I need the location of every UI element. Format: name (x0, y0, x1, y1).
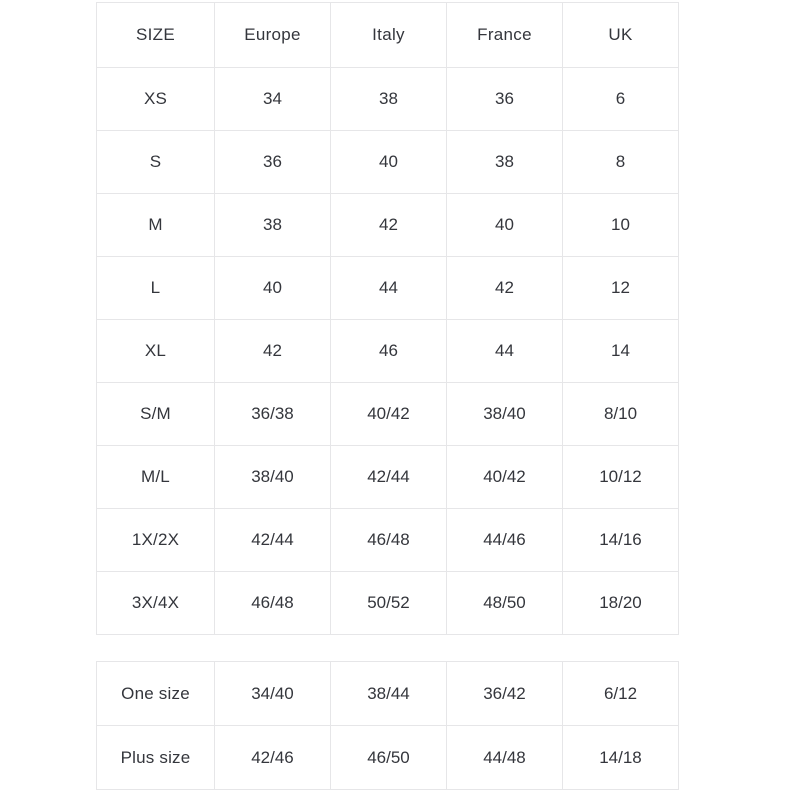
cell-europe: 40 (215, 257, 331, 320)
cell-france: 36 (447, 68, 563, 131)
cell-france: 44/48 (447, 726, 563, 790)
cell-italy: 42 (331, 194, 447, 257)
cell-uk: 8 (563, 131, 679, 194)
cell-italy: 44 (331, 257, 447, 320)
cell-italy: 46/48 (331, 509, 447, 572)
cell-france: 42 (447, 257, 563, 320)
cell-europe: 38 (215, 194, 331, 257)
cell-europe: 36/38 (215, 383, 331, 446)
table-row (97, 320, 679, 383)
cell-france: 38 (447, 131, 563, 194)
table-row (97, 68, 679, 131)
cell-italy: 50/52 (331, 572, 447, 635)
cell-europe: 42/44 (215, 509, 331, 572)
table-row (97, 131, 679, 194)
cell-europe: 36 (215, 131, 331, 194)
cell-italy: 42/44 (331, 446, 447, 509)
table-row (97, 662, 679, 726)
cell-france: 36/42 (447, 662, 563, 726)
cell-europe: 42/46 (215, 726, 331, 790)
table-row (97, 257, 679, 320)
cell-italy: 38 (331, 68, 447, 131)
cell-europe: 38/40 (215, 446, 331, 509)
cell-italy: 40/42 (331, 383, 447, 446)
column-header-europe: Europe (215, 3, 331, 68)
cell-uk: 14 (563, 320, 679, 383)
one-size-table (96, 661, 679, 790)
table-row (97, 726, 679, 790)
row-label: One size (97, 662, 215, 726)
cell-france: 40 (447, 194, 563, 257)
column-header-france: France (447, 3, 563, 68)
table-header-row (97, 3, 679, 68)
row-label: Plus size (97, 726, 215, 790)
table-row (97, 572, 679, 635)
cell-italy: 46 (331, 320, 447, 383)
column-header-uk: UK (563, 3, 679, 68)
cell-france: 44/46 (447, 509, 563, 572)
row-label: S (97, 131, 215, 194)
column-header-italy: Italy (331, 3, 447, 68)
row-label: L (97, 257, 215, 320)
table-row (97, 446, 679, 509)
cell-uk: 6/12 (563, 662, 679, 726)
table-row (97, 509, 679, 572)
cell-uk: 18/20 (563, 572, 679, 635)
size-conversion-table-container (96, 2, 678, 635)
cell-uk: 8/10 (563, 383, 679, 446)
cell-italy: 38/44 (331, 662, 447, 726)
cell-uk: 14/18 (563, 726, 679, 790)
row-label: XL (97, 320, 215, 383)
cell-uk: 12 (563, 257, 679, 320)
row-label: 3X/4X (97, 572, 215, 635)
table-row (97, 383, 679, 446)
size-conversion-table (96, 2, 679, 635)
cell-italy: 40 (331, 131, 447, 194)
row-label: M/L (97, 446, 215, 509)
cell-uk: 10 (563, 194, 679, 257)
row-label: 1X/2X (97, 509, 215, 572)
column-header-size: SIZE (97, 3, 215, 68)
cell-uk: 6 (563, 68, 679, 131)
cell-france: 48/50 (447, 572, 563, 635)
cell-europe: 42 (215, 320, 331, 383)
cell-italy: 46/50 (331, 726, 447, 790)
table-row (97, 194, 679, 257)
cell-uk: 10/12 (563, 446, 679, 509)
cell-uk: 14/16 (563, 509, 679, 572)
row-label: S/M (97, 383, 215, 446)
row-label: XS (97, 68, 215, 131)
cell-france: 40/42 (447, 446, 563, 509)
one-size-table-container (96, 661, 678, 790)
cell-france: 44 (447, 320, 563, 383)
row-label: M (97, 194, 215, 257)
cell-europe: 34/40 (215, 662, 331, 726)
cell-france: 38/40 (447, 383, 563, 446)
cell-europe: 46/48 (215, 572, 331, 635)
cell-europe: 34 (215, 68, 331, 131)
